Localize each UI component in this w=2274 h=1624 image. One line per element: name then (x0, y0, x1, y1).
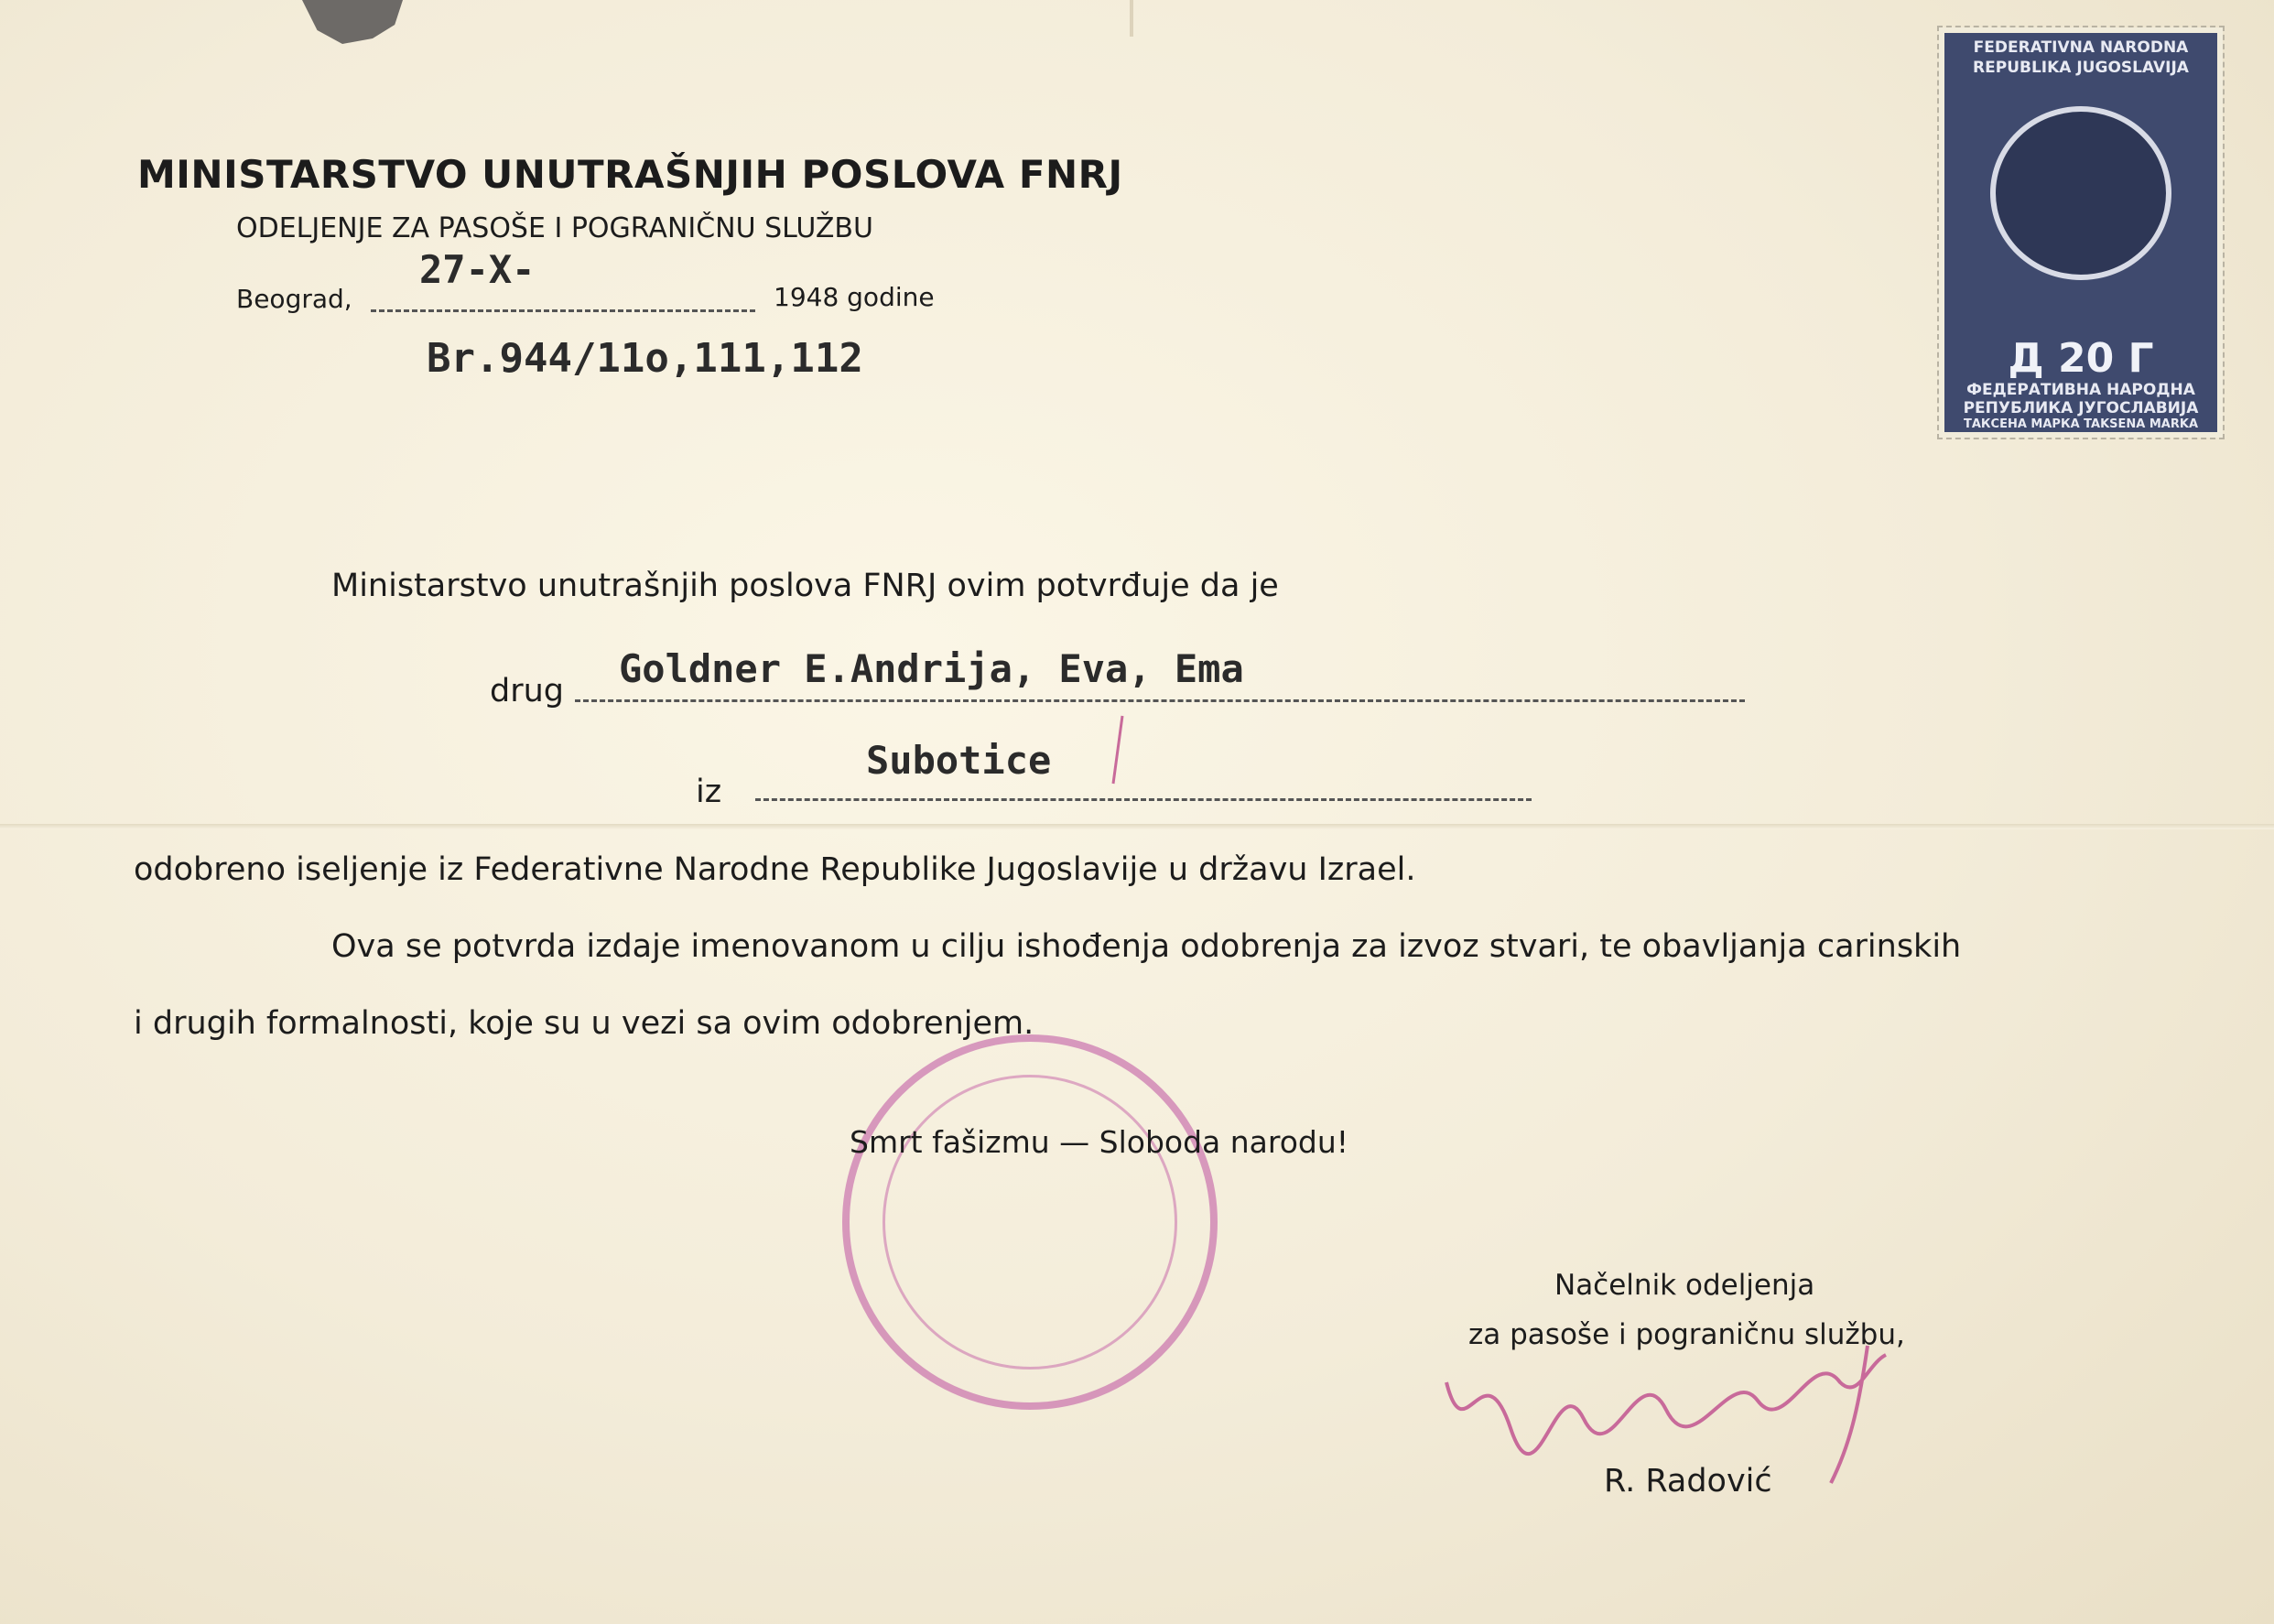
signer-name: R. Radović (1604, 1463, 1772, 1499)
date-value: 27-X- (419, 247, 536, 292)
official-seal (842, 1034, 1218, 1410)
reference-number: Br.944/11o,111,112 (427, 335, 863, 382)
date-line (371, 309, 755, 312)
iz-line (755, 798, 1532, 801)
check-mark-icon (1108, 714, 1126, 787)
seal-inner-ring (883, 1075, 1177, 1370)
horizontal-fold (0, 824, 2274, 829)
slogan: Smrt fašizmu — Sloboda narodu! (850, 1124, 1349, 1160)
stamp-bottom-text-1: ФЕДЕРАТИВНА НАРОДНА (1966, 381, 2195, 399)
revenue-stamp (1939, 27, 2223, 438)
torn-corner (302, 0, 403, 55)
paragraph-2: Ova se potvrda izdaje imenovanom u cilju ishođenja odobrenja za izvoz stvari, te obavljanja carinskih (331, 928, 1962, 965)
intro-text: Ministarstvo unutrašnjih poslova FNRJ ovim potvrđuje da je (331, 568, 1279, 604)
coat-of-arms-icon (1990, 106, 2171, 280)
stamp-bottom-text-3: ТАКСЕНА МАРКА TAKSENA MARKA (1963, 417, 2199, 431)
iz-value: Subotice (866, 738, 1052, 783)
ministry-heading: MINISTARSTVO UNUTRAŠNJIH POSLOVA FNRJ (137, 152, 1123, 197)
drug-line (575, 699, 1745, 702)
place-label: Beograd, (236, 284, 352, 314)
stamp-value: Д 20 Г (2008, 335, 2154, 382)
stamp-top-text-1: FEDERATIVNA NARODNA (1973, 38, 2189, 57)
chief-title-1: Načelnik odeljenja (1554, 1269, 1815, 1302)
chief-title-2: za pasoše i pograničnu službu, (1468, 1318, 1905, 1351)
department-heading: ODELJENJE ZA PASOŠE I POGRANIČNU SLUŽBU (236, 212, 873, 244)
stamp-top-text-2: REPUBLIKA JUGOSLAVIJA (1973, 59, 2189, 77)
paragraph-3: i drugih formalnosti, koje su u vezi sa ovim odobrenjem. (134, 1005, 1034, 1042)
paragraph-1: odobreno iseljenje iz Federativne Narodne Republike Jugoslavije u državu Izrael. (134, 851, 1416, 888)
year-label: 1948 godine (774, 282, 935, 312)
stamp-bottom-text-2: РЕПУБЛИКА ЈУГОСЛАВИЈА (1963, 399, 2199, 417)
drug-value: Goldner E.Andrija, Eva, Ema (619, 646, 1244, 691)
vertical-fold (1130, 0, 1133, 37)
iz-label: iz (696, 774, 722, 810)
drug-label: drug (490, 673, 565, 709)
